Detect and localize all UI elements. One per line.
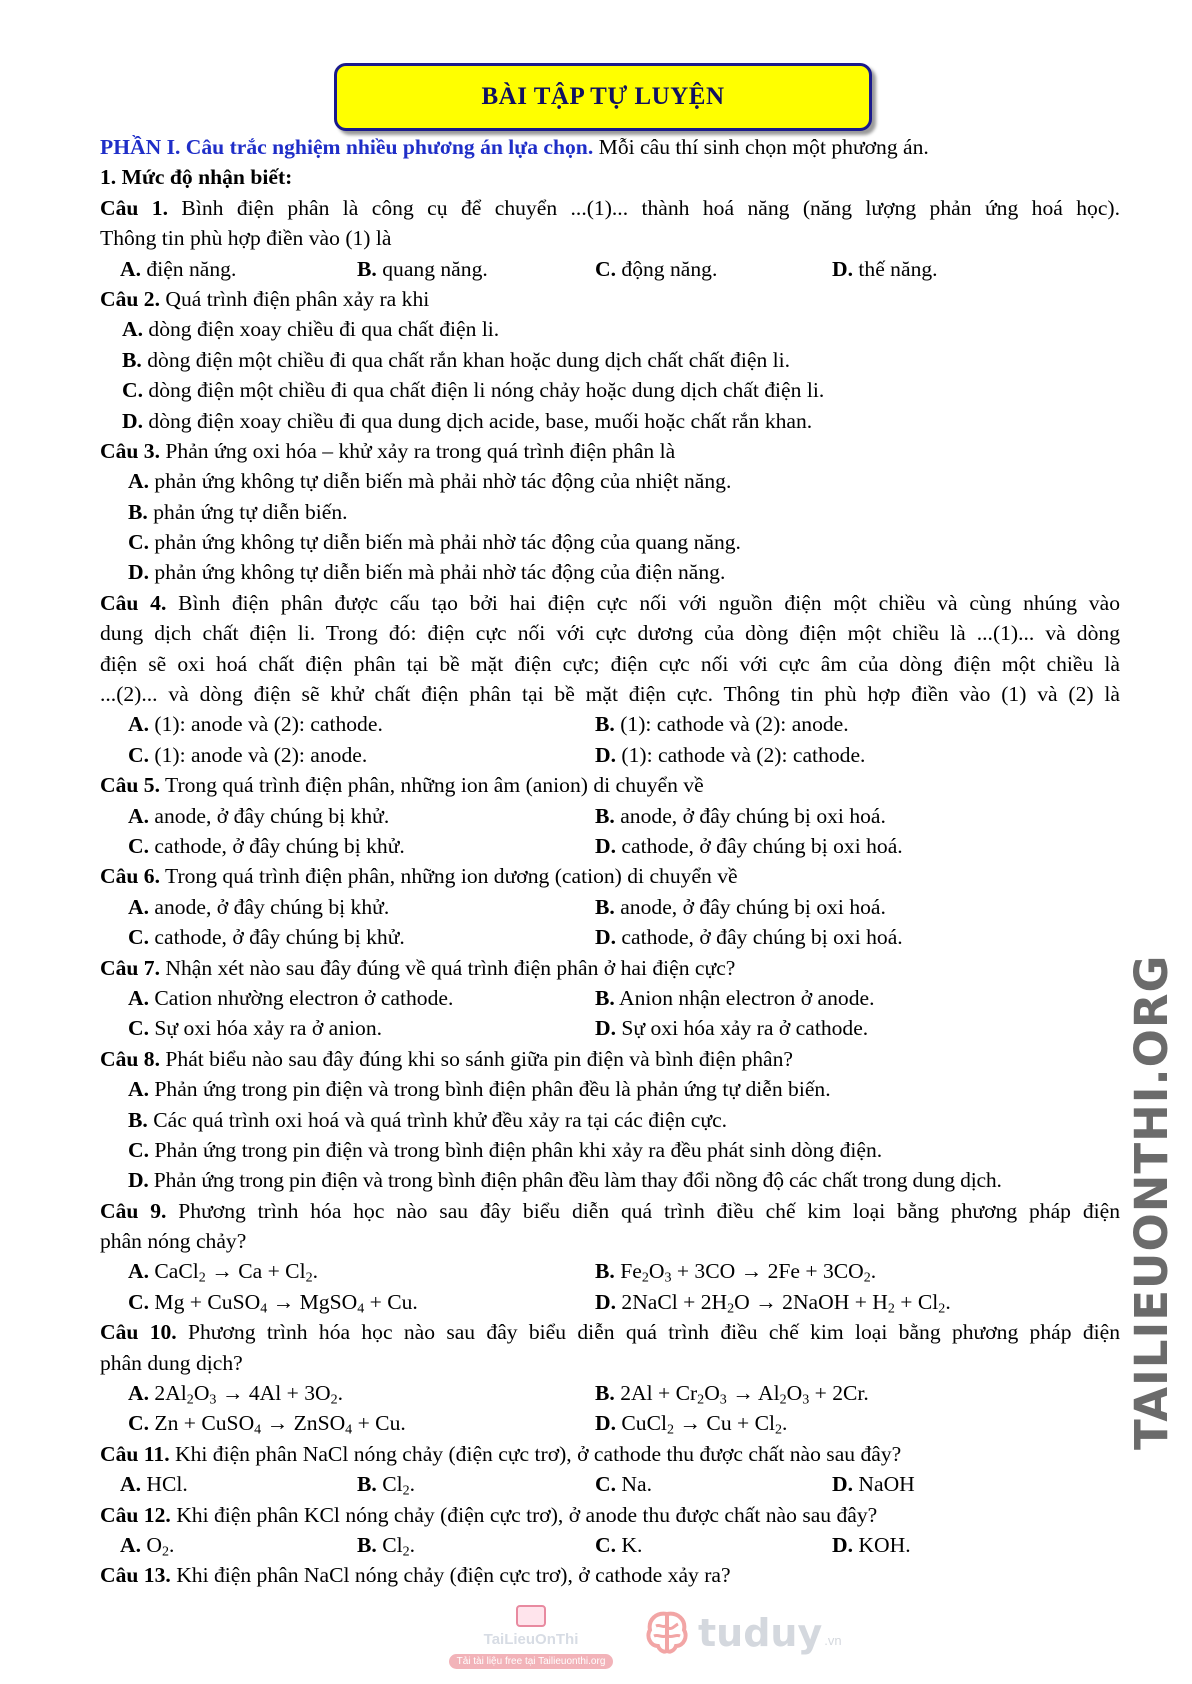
option-a: A. $2Al_2O_3 \to 4Al + 3O_2$. (128, 1381, 344, 1408)
option-a: A. HCl. (120, 1472, 188, 1497)
option-a: A. Phản ứng trong pin điện và trong bình điện phân đều là phản ứng tự diễn biến. (128, 1077, 831, 1102)
question-text: Phản ứng oxi hóa – khử xảy ra trong quá trình điện phân là (160, 438, 676, 463)
question-3 (100, 436, 1120, 466)
option-c: C. Sự oxi hóa xảy ra ở anion. (128, 1016, 383, 1041)
question-11-options (100, 1469, 1120, 1499)
brain-icon (642, 1608, 692, 1658)
question-label: Câu 13. (100, 1563, 171, 1588)
option-c: C. K. (595, 1532, 643, 1557)
question-7-options (100, 983, 1120, 1013)
option-b: B. $Cl_2$. (357, 1472, 416, 1499)
question-4-options (100, 740, 1120, 770)
question-5-options (100, 801, 1120, 831)
option-c: C. cathode, ở đây chúng bị khử. (128, 925, 405, 950)
question-7-options (100, 1013, 1120, 1043)
question-4 (100, 588, 1120, 618)
option-a: A. phản ứng không tự diễn biến mà phải nhờ tác động của nhiệt năng. (128, 469, 732, 494)
option-d: D. Phản ứng trong pin điện và trong bình điện phân đều làm thay đổi nồng độ các chất trong dung dịch. (128, 1168, 1002, 1193)
question-9-cont: phân nóng chảy? (100, 1229, 247, 1254)
question-text: Phương trình hóa học nào sau đây biểu diễn quá trình điều chế kim loại bằng phương pháp điện (166, 1198, 1120, 1223)
page-title: BÀI TẬP TỰ LUYỆN (481, 83, 725, 110)
question-label: Câu 3. (100, 438, 160, 463)
question-4-options (100, 709, 1120, 739)
question-4-cont: điện sẽ oxi hoá chất điện phân tại bề mặt điện cực; điện cực nối với cực âm của dòng điện một chiều là (100, 651, 1120, 676)
option-c: C. Na. (595, 1472, 652, 1497)
tailieuonthi-logo[interactable] (446, 1605, 616, 1667)
question-label: Câu 10. (100, 1320, 177, 1345)
question-label: Câu 1. (100, 195, 169, 220)
question-4-cont: ...(2)... và dòng điện sẽ khử chất điện phân tại bề mặt điện cực. Thông tin phù hợp điền vào (1) và (2) là (100, 682, 1120, 707)
site-watermark: TAILIEUONTHI.ORG (1125, 954, 1178, 1450)
question-5-options (100, 831, 1120, 861)
option-a: A. anode, ở đây chúng bị khử. (128, 803, 390, 828)
question-7 (100, 953, 1120, 983)
option-a: A. $O_2$. (120, 1532, 175, 1560)
part-instruction: Mỗi câu thí sinh chọn một phương án. (593, 135, 929, 159)
option-c: C. Phản ứng trong pin điện và trong bình điện phân khi xảy ra đều phát sinh dòng điện. (128, 1137, 883, 1162)
question-1-options (100, 254, 1120, 284)
option-b: B. Các quá trình oxi hoá và quá trình khử đều xảy ra tại các điện cực. (128, 1107, 728, 1132)
option-b: B. $Fe_2O_3 + 3CO \to 2Fe + 3CO_2$. (595, 1259, 877, 1286)
book-icon (516, 1605, 546, 1627)
question-label: Câu 6. (100, 864, 160, 889)
option-a: A. dòng điện xoay chiều đi qua chất điện li. (122, 317, 500, 342)
option-d: D. thế năng. (832, 256, 938, 281)
question-4-cont: dung dịch chất điện li. Trong đó: điện cực nối với cực dương của dòng điện một chiều là ...(1)... và dòng (100, 621, 1120, 646)
option-d: D. cathode, ở đây chúng bị oxi hoá. (595, 925, 903, 950)
question-6 (100, 861, 1120, 891)
question-text: Phát biểu nào sau đây đúng khi so sánh giữa pin điện và bình điện phân? (160, 1046, 794, 1071)
question-label: Câu 12. (100, 1502, 171, 1527)
option-b: B. dòng điện một chiều đi qua chất rắn khan hoặc dung dịch chất chất điện li. (122, 347, 791, 372)
option-c: C. phản ứng không tự diễn biến mà phải nhờ tác động của quang năng. (128, 530, 741, 555)
question-6-options (100, 922, 1120, 952)
option-d: D. CuCl$_2$ → $Cu + Cl_2$. (595, 1411, 788, 1438)
question-text: Khi điện phân KCl nóng chảy (điện cực trơ), ở anode thu được chất nào sau đây? (170, 1502, 878, 1527)
tuduy-suffix: .vn (824, 1632, 842, 1648)
option-b: B. Anion nhận electron ở anode. (595, 985, 875, 1010)
question-9-options (100, 1256, 1120, 1286)
option-b: B. anode, ở đây chúng bị oxi hoá. (595, 894, 886, 919)
question-9-options (100, 1287, 1120, 1317)
option-b: B. anode, ở đây chúng bị oxi hoá. (595, 803, 886, 828)
option-b: B. (1): cathode và (2): anode. (595, 712, 849, 737)
question-label: Câu 4. (100, 590, 167, 615)
question-label: Câu 11. (100, 1441, 170, 1466)
question-8 (100, 1044, 1120, 1074)
footer (0, 1595, 1192, 1675)
question-13 (100, 1560, 1120, 1590)
question-10 (100, 1317, 1120, 1347)
option-d: D. Sự oxi hóa xảy ra ở cathode. (595, 1016, 869, 1041)
option-d: D. dòng điện xoay chiều đi qua dung dịch acide, base, muối hoặc chất rắn khan. (122, 408, 813, 433)
question-text: Nhận xét nào sau đây đúng về quá trình điện phân ở hai điện cực? (160, 955, 736, 980)
option-d: D. (1): cathode và (2): cathode. (595, 742, 866, 767)
question-10-options (100, 1378, 1120, 1408)
question-12 (100, 1500, 1120, 1530)
question-text: Bình điện phân được cấu tạo bởi hai điện cực nối với nguồn điện một chiều và cùng nhúng vào (166, 590, 1120, 615)
question-label: Câu 8. (100, 1046, 160, 1071)
question-text: Khi điện phân NaCl nóng chảy (điện cực trơ), ở cathode xảy ra? (170, 1563, 731, 1588)
option-c: C. cathode, ở đây chúng bị khử. (128, 833, 405, 858)
question-text: Trong quá trình điện phân, những ion âm (anion) di chuyển về (160, 773, 704, 798)
option-c: C. dòng điện một chiều đi qua chất điện li nóng chảy hoặc dung dịch chất điện li. (122, 378, 825, 403)
question-9 (100, 1196, 1120, 1226)
question-11 (100, 1439, 1120, 1469)
question-label: Câu 7. (100, 955, 160, 980)
question-10-options (100, 1408, 1120, 1438)
option-c: C. động năng. (595, 256, 718, 281)
option-b: B. $2Al + Cr_2O_3 \to Al_2O_3 + 2Cr$. (595, 1381, 869, 1408)
option-a: A. CaCl$_2$ → $Ca + Cl_2$. (128, 1259, 318, 1286)
question-6-options (100, 892, 1120, 922)
question-5 (100, 770, 1120, 800)
logo-name: TaiLieuOnThi (483, 1631, 579, 1648)
title-box (334, 63, 872, 131)
tuduy-logo[interactable] (642, 1603, 842, 1663)
logo-tagline: Tải tài liệu free tại Tailieuonthi.org (449, 1654, 614, 1669)
option-c: C. Mg + CuSO$_4$ → MgSO$_4$ + Cu. (128, 1289, 418, 1317)
question-1-cont: Thông tin phù hợp điền vào (1) là (100, 226, 392, 251)
option-d: D. KOH. (832, 1532, 911, 1557)
question-text: Phương trình hóa học nào sau đây biểu diễn quá trình điều chế kim loại bằng phương pháp điện (176, 1320, 1121, 1345)
tuduy-name: tuduy (698, 1611, 823, 1655)
option-d: D. NaOH (832, 1472, 915, 1497)
option-c: C. (1): anode và (2): anode. (128, 742, 368, 767)
option-b: B. $Cl_2$. (357, 1532, 416, 1560)
option-d: D. phản ứng không tự diễn biến mà phải nhờ tác động của điện năng. (128, 560, 726, 585)
level-heading: 1. Mức độ nhận biết: (100, 165, 293, 190)
question-text: Quá trình điện phân xảy ra khi (160, 286, 430, 311)
document-body (100, 132, 1120, 1591)
part-heading: PHẦN I. Câu trắc nghiệm nhiều phương án lựa chọn. (100, 135, 594, 159)
question-text: Bình điện phân là công cụ để chuyển ...(1)... thành hoá năng (năng lượng phản ứng hoá học). (168, 195, 1121, 220)
option-d: D. cathode, ở đây chúng bị oxi hoá. (595, 833, 903, 858)
option-b: B. phản ứng tự diễn biến. (128, 499, 348, 524)
question-text: Trong quá trình điện phân, những ion dương (cation) di chuyển về (160, 864, 738, 889)
option-a: A. (1): anode và (2): cathode. (128, 712, 383, 737)
option-d: D. 2NaCl + $2H_2O$ → 2NaOH + $H_2 + Cl_2$. (595, 1289, 951, 1317)
question-10-cont: phân dung dịch? (100, 1350, 243, 1375)
question-label: Câu 5. (100, 773, 160, 798)
option-c: C. Zn + CuSO$_4$ → ZnSO$_4$ + Cu. (128, 1411, 406, 1438)
question-1 (100, 193, 1120, 223)
question-label: Câu 9. (100, 1198, 167, 1223)
question-text: Khi điện phân NaCl nóng chảy (điện cực trơ), ở cathode thu được chất nào sau đây? (169, 1441, 902, 1466)
question-12-options (100, 1530, 1120, 1560)
question-label: Câu 2. (100, 286, 160, 311)
option-a: A. Cation nhường electron ở cathode. (128, 985, 454, 1010)
option-b: B. quang năng. (357, 256, 488, 281)
part-heading-row (100, 132, 1120, 162)
question-2 (100, 284, 1120, 314)
option-a: A. anode, ở đây chúng bị khử. (128, 894, 390, 919)
option-a: A. điện năng. (120, 256, 237, 281)
